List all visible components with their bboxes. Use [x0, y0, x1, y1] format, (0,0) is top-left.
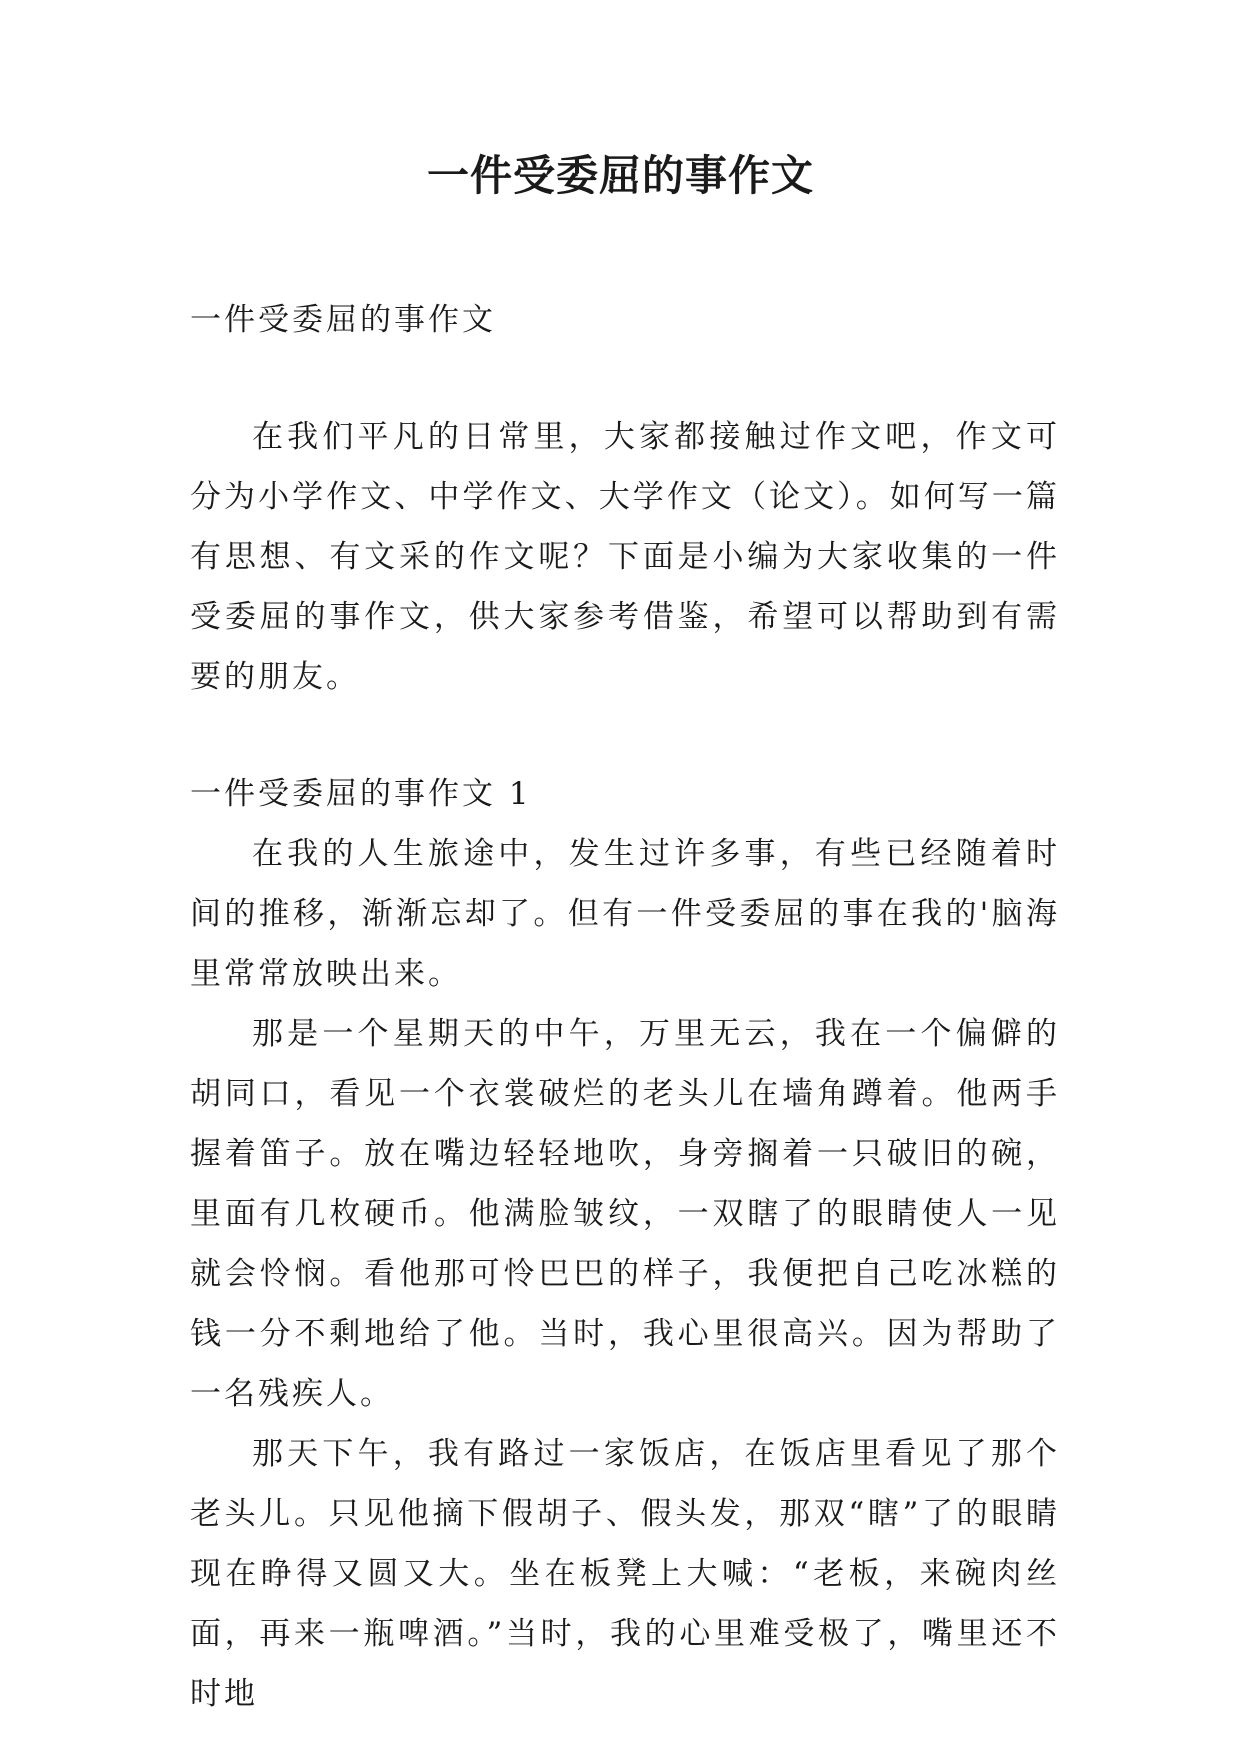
- intro-paragraph: 在我们平凡的日常里，大家都接触过作文吧，作文可分为小学作文、中学作文、大学作文（论文）。如何写一篇有思想、有文采的作文呢？下面是小编为大家收集的一件受委屈的事作文，供大家参考借鉴，希望可以帮助到有需要的朋友。: [190, 419, 1060, 695]
- document-subtitle: 一件受委屈的事作文: [190, 302, 496, 338]
- document-body: [190, 290, 1060, 1724]
- body-paragraph-3: 那天下午，我有路过一家饭店，在饭店里看见了那个老头儿。只见他摘下假胡子、假头发，那双“瞎”了的眼睛现在睁得又圆又大。坐在板凳上大喊：“老板，来碗肉丝面，再来一瓶啤酒。”当时，我的心里难受极了，嘴里还不时地: [190, 1436, 1060, 1712]
- section-heading: 一件受委屈的事作文 1: [190, 776, 532, 812]
- body-paragraph-2: 那是一个星期天的中午，万里无云，我在一个偏僻的胡同口，看见一个衣裳破烂的老头儿在墙角蹲着。他两手握着笛子。放在嘴边轻轻地吹，身旁搁着一只破旧的碗，里面有几枚硬币。他满脸皱纹，一双瞎了的眼睛使人一见就会怜悯。看他那可怜巴巴的样子，我便把自己吃冰糕的钱一分不剩地给了他。当时，我心里很高兴。因为帮助了一名残疾人。: [190, 1016, 1060, 1412]
- body-paragraph-1: 在我的人生旅途中，发生过许多事，有些已经随着时间的推移，渐渐忘却了。但有一件受委屈的事在我的'脑海里常常放映出来。: [190, 836, 1060, 992]
- document-title: 一件受委屈的事作文: [426, 151, 814, 200]
